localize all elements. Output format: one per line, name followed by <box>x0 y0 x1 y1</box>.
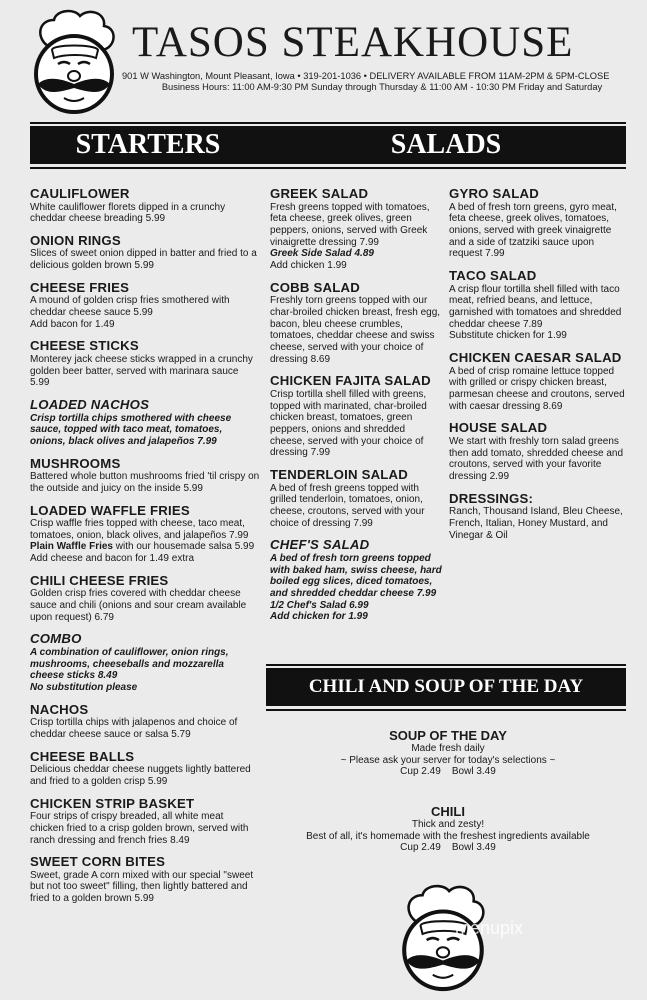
item-sub-text: with our housemade salsa 5.99 <box>112 541 255 553</box>
item-name: DRESSINGS: <box>449 490 534 506</box>
menu-item <box>449 268 629 342</box>
item-sub-label: Plain Waffle Fries <box>30 541 113 553</box>
item-name: TENDERLOIN SALAD <box>270 467 409 483</box>
salads-rule-top <box>266 122 626 124</box>
item-desc: Fresh greens topped with tomatoes, feta cheese, greek olives, green peppers, onions, served with Greek vinaigrette dressing 7.99 <box>270 201 430 248</box>
item-name: GYRO SALAD <box>449 186 539 201</box>
menu-item <box>449 350 629 412</box>
soup-line2: ~ Please ask your server for today's selections ~ <box>340 754 556 766</box>
item-desc: Slices of sweet onion dipped in batter and fried to a delicious golden brown 5.99 <box>30 248 257 272</box>
salads-rule-bottom <box>266 167 626 169</box>
chili-line1: Thick and zesty! <box>411 819 485 830</box>
soup-block <box>270 728 626 778</box>
soup-line1: Made fresh daily <box>411 743 485 754</box>
item-name: CAULIFLOWER <box>30 186 130 201</box>
item-desc: A bed of crisp romaine lettuce topped with grilled or crispy chicken breast, parmesan cheese and croutons, served with caesar dressing 8.69 <box>449 365 625 412</box>
item-extra: No substitution please <box>30 682 138 694</box>
watermark: menupix <box>455 918 524 938</box>
menu-item <box>30 338 260 389</box>
item-desc: A bed of fresh torn greens, gyro meat, feta cheese, greek olives, tomatoes, onions, served with greek vinaigrette and a side of tzatziki sauce upon request 7.99 <box>449 201 617 260</box>
menu-item <box>270 373 442 459</box>
item-desc: Freshly torn greens topped with our char-broiled chicken breast, fresh egg, bacon, bleu cheese crumbles, tomatoes, cheddar cheese and swiss cheese, served with your choice of dressing 8.69 <box>270 295 441 365</box>
starters-rule-bottom <box>30 167 266 169</box>
menu-item <box>270 280 442 366</box>
item-desc: Four strips of crispy breaded, all white meat chicken fried to a crisp golden brown, served with ranch dressing and french fries 8.49 <box>30 811 249 846</box>
item-desc: Battered whole button mushrooms fried 'til crispy on the outside and juicy on the inside 5.99 <box>30 471 260 494</box>
menu-item <box>30 749 260 788</box>
item-name: NACHOS <box>30 701 89 717</box>
item-name: CHEESE STICKS <box>30 338 139 354</box>
menu-item <box>270 186 442 272</box>
menu-item <box>30 796 260 847</box>
soup-name: SOUP OF THE DAY <box>389 728 507 743</box>
item-name: CHEESE BALLS <box>30 748 135 764</box>
menu-item <box>30 503 260 565</box>
item-desc: A mound of golden crisp fries smothered with cheddar cheese sauce 5.99 <box>30 295 230 319</box>
chef-logo-icon <box>26 6 124 114</box>
item-extra: Add cheese and bacon for 1.49 extra <box>30 553 195 565</box>
item-desc: Sweet, grade A corn mixed with our special "sweet but not too sweet" filling, then lightly battered and fried to a golden brown 5.99 <box>30 869 254 905</box>
item-desc: Ranch, Thousand Island, Bleu Cheese, French, Italian, Honey Mustard, and Vinegar & Oil <box>449 506 623 541</box>
item-extra: Add chicken 1.99 <box>270 260 347 272</box>
item-name: LOADED WAFFLE FRIES <box>30 502 190 518</box>
item-desc: A bed of fresh torn greens topped with baked ham, swiss cheese, hard boiled egg slices, diced tomatoes, and shredded cheddar cheese 7.99 <box>270 552 442 600</box>
item-desc: White cauliflower florets dipped in a crunchy cheddar cheese breading 5.99 <box>30 201 226 225</box>
starters-banner <box>30 126 266 164</box>
soup-prices <box>270 766 626 778</box>
item-extra: Add chicken for 1.99 <box>270 611 368 623</box>
item-desc: A combination of cauliflower, onion rings, mushrooms, cheeseballs and mozzarella cheese sticks 8.49 <box>30 646 229 682</box>
item-extra: Add bacon for 1.49 <box>30 318 115 330</box>
menu-item <box>30 397 260 448</box>
item-name: GREEK SALAD <box>270 186 369 201</box>
soup-cup-price: Cup 2.49 <box>400 766 441 778</box>
item-sub: Greek Side Salad 4.89 <box>270 248 374 260</box>
salads-right-column <box>449 186 629 549</box>
starters-rule-top <box>30 122 266 124</box>
menu-item <box>270 537 442 623</box>
item-desc: Crisp waffle fries topped with cheese, taco meat, tomatoes, onion, black olives, and jalapeños 7.99 <box>30 518 249 541</box>
item-desc: We start with freshly torn salad greens then add tomato, shredded cheese and croutons, served with your favorite dressing 2.99 <box>449 435 624 482</box>
item-desc: A crisp flour tortilla shell filled with taco meat, refried beans, and lettuce, garnished with tomatoes and shredded cheddar cheese 7.89 <box>449 283 622 330</box>
chili-rule-bottom <box>266 709 626 711</box>
menu-item <box>449 491 629 542</box>
starters-heading: STARTERS <box>75 129 221 160</box>
item-extra: Substitute chicken for 1.99 <box>449 330 567 342</box>
menu-item <box>30 854 260 905</box>
starters-column <box>30 186 260 913</box>
item-desc: Golden crisp fries covered with cheddar cheese sauce and chili (onions and sour cream available upon request) 6.79 <box>30 588 247 623</box>
item-name: CHICKEN FAJITA SALAD <box>270 373 431 389</box>
menu-item <box>449 420 629 482</box>
item-desc: Crisp tortilla shell filled with greens, topped with marinated, char-broiled chicken breast, tomatoes, green peppers, onions and shredded cheese, served with your choice of dressing 7.99 <box>270 388 427 459</box>
item-name: COMBO <box>30 631 82 647</box>
business-hours: Business Hours: 11:00 AM-9:30 PM Sunday through Thursday & 11:00 AM - 10:30 PM Friday and Saturday <box>161 82 603 92</box>
menu-item <box>30 233 260 272</box>
item-sub: 1/2 Chef's Salad 6.99 <box>270 599 369 611</box>
menu-item <box>30 280 260 331</box>
item-name: ONION RINGS <box>30 232 121 248</box>
salads-heading: SALADS <box>390 129 502 160</box>
menu-item <box>30 702 260 741</box>
item-desc: Crisp tortilla chips with jalapenos and choice of cheddar cheese sauce or salsa 5.79 <box>30 717 238 740</box>
chili-soup-banner <box>266 668 626 706</box>
chili-block <box>270 804 626 854</box>
menu-item <box>270 467 442 529</box>
item-name: CHICKEN STRIP BASKET <box>30 795 195 811</box>
item-sub <box>30 541 260 553</box>
item-name: CHILI CHEESE FRIES <box>30 572 169 588</box>
menu-item <box>449 186 629 260</box>
chili-rule-top <box>266 664 626 666</box>
salads-left-column <box>270 186 442 631</box>
item-name: CHEESE FRIES <box>30 279 130 295</box>
soup-bowl-price: Bowl 3.49 <box>451 766 496 778</box>
salads-banner <box>266 126 626 164</box>
item-name: SWEET CORN BITES <box>30 854 166 870</box>
address-line: 901 W Washington, Mount Pleasant, Iowa • 319-201-1036 • DELIVERY AVAILABLE FROM 11AM-2PM & 5PM-CLOSE <box>122 71 610 81</box>
item-name: CHICKEN CAESAR SALAD <box>449 350 622 366</box>
item-desc: Monterey jack cheese sticks wrapped in a crunchy golden beer batter, served with marinara sauce 5.99 <box>30 353 253 389</box>
item-name: TACO SALAD <box>449 268 537 284</box>
chili-name: CHILI <box>431 804 465 819</box>
item-desc: Crisp tortilla chips smothered with cheese sauce, topped with taco meat, tomatoes, onions, black olives and jalapeños 7.99 <box>30 412 232 447</box>
item-name: HOUSE SALAD <box>449 420 548 436</box>
item-desc: A bed of fresh greens topped with grilled tenderloin, tomatoes, onion, cheese, croutons, served with your choice of dressing 7.99 <box>270 482 425 529</box>
chili-bowl-price: Bowl 3.49 <box>451 842 496 854</box>
chili-line2: Best of all, it's homemade with the freshest ingredients available <box>306 830 590 842</box>
menu-item <box>30 186 260 225</box>
chili-prices <box>270 842 626 854</box>
item-name: LOADED NACHOS <box>30 397 150 413</box>
item-name: CHEF'S SALAD <box>270 537 370 553</box>
chili-cup-price: Cup 2.49 <box>400 842 441 854</box>
menu-item <box>30 456 260 495</box>
item-desc: Delicious cheddar cheese nuggets lightly battered and fried to a golden crisp 5.99 <box>30 764 251 787</box>
chili-soup-heading: CHILI AND SOUP OF THE DAY <box>308 676 584 697</box>
menu-item <box>30 631 260 693</box>
item-name: MUSHROOMS <box>30 455 121 471</box>
restaurant-title: TASOS STEAKHOUSE <box>132 19 574 66</box>
menu-item <box>30 573 260 624</box>
item-name: COBB SALAD <box>270 279 360 295</box>
